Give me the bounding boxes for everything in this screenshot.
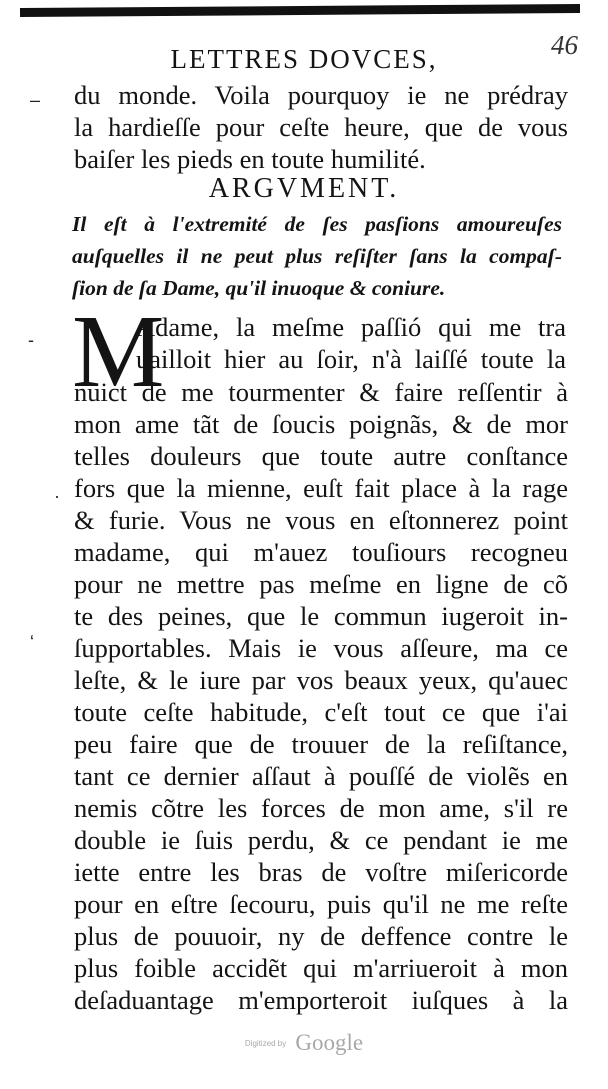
section-heading: ARGVMENT. [208,173,400,204]
watermark-prefix: Digitized by [244,1038,287,1048]
text-line: ſupportables. Mais ie vous aſſeure, ma ce [74,633,568,663]
text-line: toute ceſte habitude, c'eſt tout ce que i'ai [74,697,568,727]
text-line: baiſer les pieds en toute humilité. [74,144,426,174]
page-number: 46 [551,30,578,60]
text-line: leſte, & le iure par vos beaux yeux, qu'auec [74,665,568,695]
digitized-watermark [0,1030,608,1056]
text-line: double ie ſuis perdu, & ce pendant ie me [74,825,568,855]
argument-line: ſion de ſa Dame, qu'il inuoque & coniure. [72,276,446,300]
margin-mark: · [54,486,60,506]
text-line: mon ame tãt de ſoucis poignãs, & de mor [74,409,568,439]
argument-line: auſquelles il ne peut plus reſiſter ſans la compaſ- [72,244,562,268]
text-line: nuict de me tourmenter & faire reſſentir à [74,377,568,407]
text-line: fors que la mienne, euſt fait place à la rage [74,473,568,503]
text-line: & furie. Vous ne vous en eſtonnerez point [74,505,568,535]
drop-cap: M [72,294,165,409]
text-line: deſaduantage m'emporteroit iuſques à la [74,985,568,1015]
text-line: uailloit hier au ſoir, n'à laiſſé toute la [136,344,566,374]
text-line: pour en eſtre ſecouru, puis qu'il ne me reſte [74,889,568,919]
text-line: pour ne mettre pas meſme en ligne de cõ [74,569,568,599]
argument-line: Il eſt à l'extremité de ſes pasſions amoureuſes [72,212,562,236]
margin-mark: - [28,330,34,350]
text-line: la hardieſſe pour ceſte heure, que de vous [74,112,568,142]
margin-mark: ‘ [30,632,34,652]
text-line: Adame, la meſme paſſió qui me tra [136,312,566,342]
text-line: tant ce dernier aſſaut à pouſſé de violẽs en [74,761,568,791]
top-rule [20,4,580,17]
text-line: telles douleurs que toute autre conſtance [74,441,568,471]
text-line: peu faire que de trouuer de la reſiſtance, [74,729,568,759]
text-line: nemis cõtre les forces de mon ame, s'il re [74,793,568,823]
margin-mark: – [30,90,41,110]
text-line: plus de pouuoir, ny de deffence contre le [74,921,568,951]
text-line: iette entre les bras de voſtre miſericorde [74,857,568,887]
watermark-brand: Google [295,1030,364,1055]
text-line: plus foible accidẽt qui m'arriueroit à mon [74,953,568,983]
running-head: LETTRES DOVCES, [170,44,438,74]
text-line: du monde. Voila pourquoy ie ne prédray [74,80,568,110]
text-line: madame, qui m'auez touſiours recogneu [74,537,568,567]
text-line: te des peines, que le commun iugeroit in- [74,601,568,631]
